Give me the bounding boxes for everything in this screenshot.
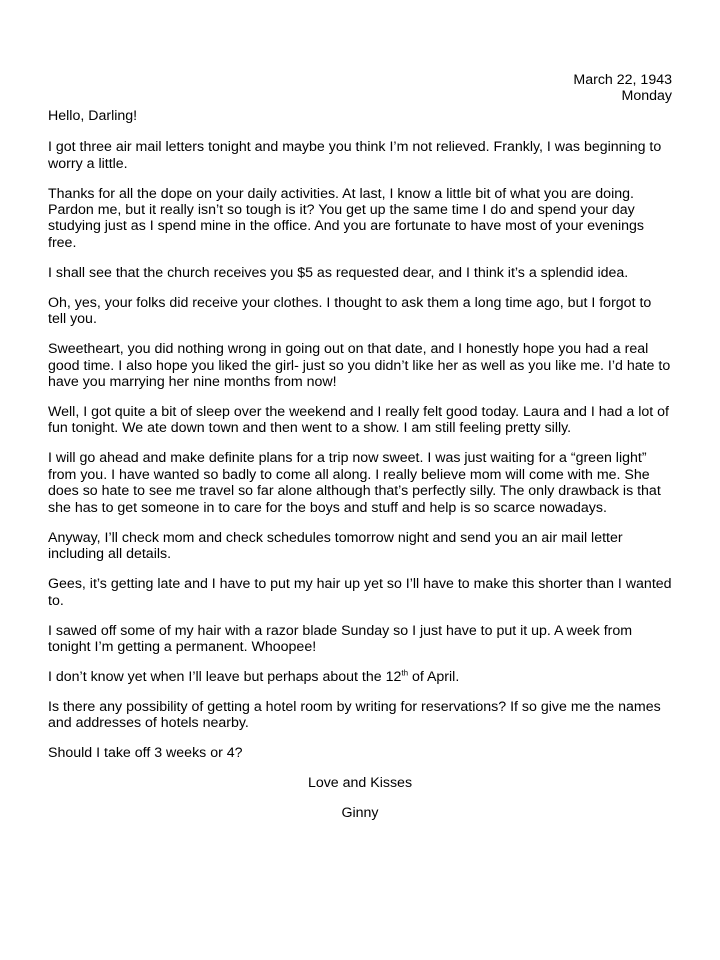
paragraph: I will go ahead and make definite plans for a trip now sweet. I was just waiting for a “green light” from you. I have wanted so badly to come all along. I really believe mom will come with me. She does so hate to see me travel so far alone although that’s perfectly silly. The only drawback is that she has to get someone in to care for the boys and stuff and help is so scarce nowadays. [48, 450, 661, 516]
salutation: Hello, Darling! [48, 107, 138, 124]
letter-page [48, 72, 672, 835]
leave-date-paragraph [48, 669, 672, 685]
hotel-paragraph: Is there any possibility of getting a hotel room by writing for reservations? If so give me the names and addresses of hotels nearby. [48, 698, 661, 732]
closing: Love and Kisses [307, 775, 413, 792]
paragraph: I sawed off some of my hair with a razor blade Sunday so I just have to put it up. A week from tonight I’m getting a permanent. Whoopee! [48, 622, 633, 655]
question-paragraph: Should I take off 3 weeks or 4? [48, 745, 243, 762]
leave-text-before: I don’t know yet when I’ll leave but perhaps about the 12 [48, 668, 402, 685]
letter-date: March 22, 1943 [573, 72, 672, 88]
paragraph: Gees, it’s getting late and I have to put my hair up yet so I’ll have to make this shorter than I wanted to. [48, 576, 672, 609]
paragraph: I shall see that the church receives you $5 as requested dear, and I think it’s a splendid idea. [48, 264, 629, 281]
paragraph: I got three air mail letters tonight and maybe you think I’m not relieved. Frankly, I was beginning to worry a little. [48, 139, 662, 172]
paragraph: Thanks for all the dope on your daily activities. At last, I know a little bit of what you are doing. Pardon me, but it really isn’t so tough is it? You get up the same time I do and spend your day studying just as I spend mine in the office. And you are fortunate to have most of your evenings free. [48, 185, 644, 251]
ordinal-suffix: th [401, 668, 409, 678]
paragraph: Well, I got quite a bit of sleep over the weekend and I really felt good today. Laura and I had a lot of fun tonight. We ate down town and then went to a show. I am still feeling pretty silly. [48, 404, 669, 437]
paragraph: Oh, yes, your folks did receive your clothes. I thought to ask them a long time ago, but I forgot to tell you. [48, 294, 652, 328]
paragraph: Anyway, I’ll check mom and check schedules tomorrow night and send you an air mail letter including all details. [48, 529, 623, 563]
paragraph: Sweetheart, you did nothing wrong in going out on that date, and I honestly hope you had a real good time. I also hope you liked the girl- just so you didn’t like her as well as you like me. I’d hate to have you marrying her nine months from now! [48, 341, 671, 391]
leave-text-after: of April. [408, 668, 460, 685]
signature: Ginny [341, 805, 379, 822]
letter-day: Monday [621, 88, 672, 105]
